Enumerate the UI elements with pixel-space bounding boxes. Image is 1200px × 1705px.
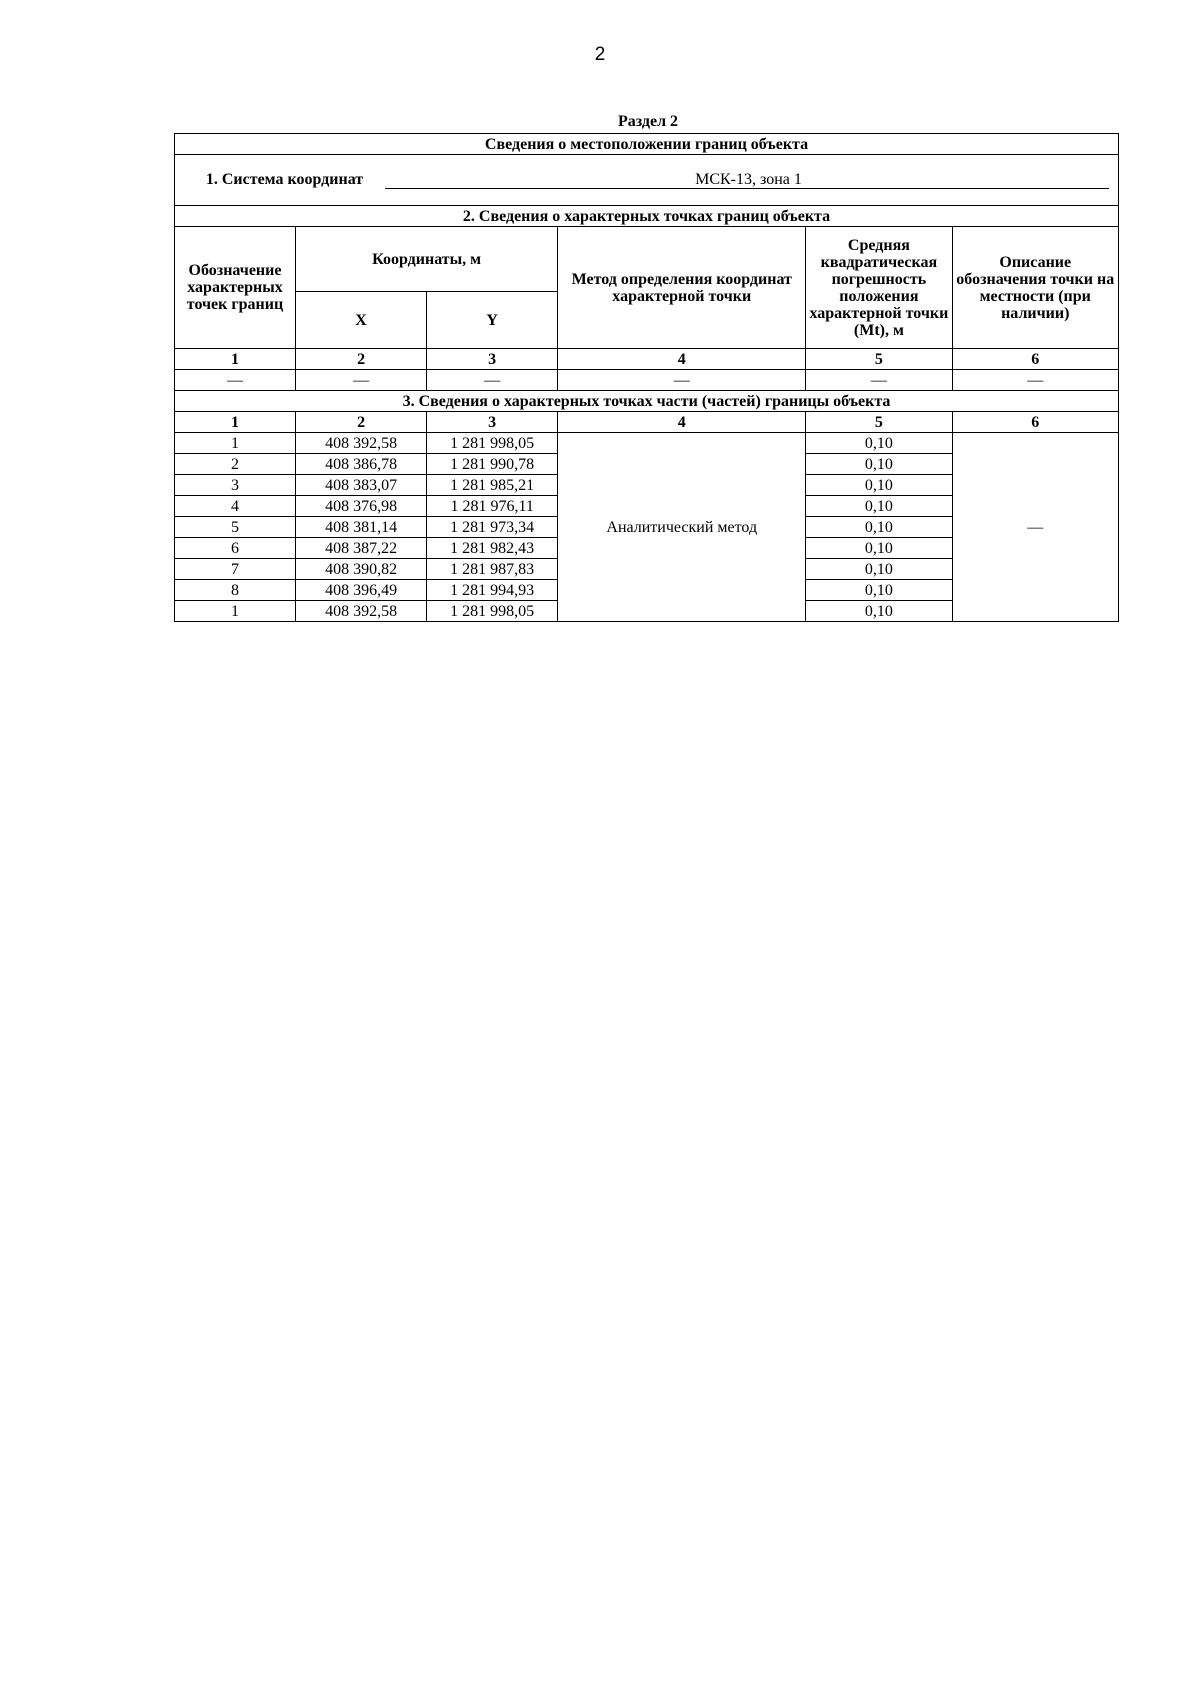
coordinate-system-label: 1. Система координат bbox=[205, 171, 364, 188]
x-coordinate: 408 381,14 bbox=[296, 517, 427, 538]
empty-cell: — bbox=[952, 370, 1119, 391]
header-coordinates: Координаты, м bbox=[296, 227, 558, 292]
empty-cell: — bbox=[175, 370, 296, 391]
point-id: 1 bbox=[175, 601, 296, 622]
header-x: X bbox=[296, 292, 427, 349]
y-coordinate: 1 281 998,05 bbox=[427, 433, 558, 454]
column-number: 6 bbox=[952, 349, 1119, 370]
mean-error: 0,10 bbox=[806, 559, 952, 580]
description-cell: — bbox=[952, 433, 1119, 622]
header-point-description: Описание обозначения точки на местности (при наличии) bbox=[952, 227, 1119, 349]
point-id: 5 bbox=[175, 517, 296, 538]
point-id: 4 bbox=[175, 496, 296, 517]
empty-cell: — bbox=[427, 370, 558, 391]
empty-cell: — bbox=[296, 370, 427, 391]
y-coordinate: 1 281 976,11 bbox=[427, 496, 558, 517]
column-number: 2 bbox=[296, 412, 427, 433]
x-coordinate: 408 376,98 bbox=[296, 496, 427, 517]
x-coordinate: 408 392,58 bbox=[296, 601, 427, 622]
point-id: 2 bbox=[175, 454, 296, 475]
column-number: 6 bbox=[952, 412, 1119, 433]
mean-error: 0,10 bbox=[806, 454, 952, 475]
column-number: 4 bbox=[558, 412, 806, 433]
mean-error: 0,10 bbox=[806, 517, 952, 538]
x-coordinate: 408 387,22 bbox=[296, 538, 427, 559]
method-cell: Аналитический метод bbox=[558, 433, 806, 622]
point-id: 7 bbox=[175, 559, 296, 580]
empty-cell: — bbox=[558, 370, 806, 391]
header-point-designation: Обозначение характерных точек границ bbox=[175, 227, 296, 349]
mean-error: 0,10 bbox=[806, 538, 952, 559]
page-number: 2 bbox=[594, 44, 606, 65]
column-number: 4 bbox=[558, 349, 806, 370]
mean-error: 0,10 bbox=[806, 601, 952, 622]
y-coordinate: 1 281 973,34 bbox=[427, 517, 558, 538]
table-title: Сведения о местоположении границ объекта bbox=[175, 134, 1119, 155]
header-method: Метод определения координат характерной точки bbox=[558, 227, 806, 349]
column-number: 1 bbox=[175, 412, 296, 433]
y-coordinate: 1 281 985,21 bbox=[427, 475, 558, 496]
x-coordinate: 408 396,49 bbox=[296, 580, 427, 601]
column-number: 2 bbox=[296, 349, 427, 370]
point-id: 1 bbox=[175, 433, 296, 454]
boundary-table bbox=[174, 133, 1119, 622]
part3-title: 3. Сведения о характерных точках части (частей) границы объекта bbox=[175, 391, 1119, 412]
y-coordinate: 1 281 982,43 bbox=[427, 538, 558, 559]
point-id: 8 bbox=[175, 580, 296, 601]
header-mean-error: Средняя квадратическая погрешность положения характерной точки (Mt), м bbox=[806, 227, 952, 349]
empty-cell: — bbox=[806, 370, 952, 391]
x-coordinate: 408 386,78 bbox=[296, 454, 427, 475]
point-id: 3 bbox=[175, 475, 296, 496]
y-coordinate: 1 281 994,93 bbox=[427, 580, 558, 601]
y-coordinate: 1 281 987,83 bbox=[427, 559, 558, 580]
column-number: 5 bbox=[806, 412, 952, 433]
mean-error: 0,10 bbox=[806, 580, 952, 601]
table-row bbox=[175, 433, 1119, 454]
y-coordinate: 1 281 990,78 bbox=[427, 454, 558, 475]
header-y: Y bbox=[427, 292, 558, 349]
column-number: 5 bbox=[806, 349, 952, 370]
mean-error: 0,10 bbox=[806, 475, 952, 496]
coordinate-system-row bbox=[175, 155, 1119, 206]
x-coordinate: 408 383,07 bbox=[296, 475, 427, 496]
column-number: 3 bbox=[427, 349, 558, 370]
x-coordinate: 408 390,82 bbox=[296, 559, 427, 580]
mean-error: 0,10 bbox=[806, 496, 952, 517]
x-coordinate: 408 392,58 bbox=[296, 433, 427, 454]
mean-error: 0,10 bbox=[806, 433, 952, 454]
column-number: 3 bbox=[427, 412, 558, 433]
column-number: 1 bbox=[175, 349, 296, 370]
section-title: Раздел 2 bbox=[617, 113, 679, 130]
y-coordinate: 1 281 998,05 bbox=[427, 601, 558, 622]
coordinate-system-value: МСК-13, зона 1 bbox=[385, 171, 1109, 189]
part2-title: 2. Сведения о характерных точках границ объекта bbox=[175, 206, 1119, 227]
point-id: 6 bbox=[175, 538, 296, 559]
